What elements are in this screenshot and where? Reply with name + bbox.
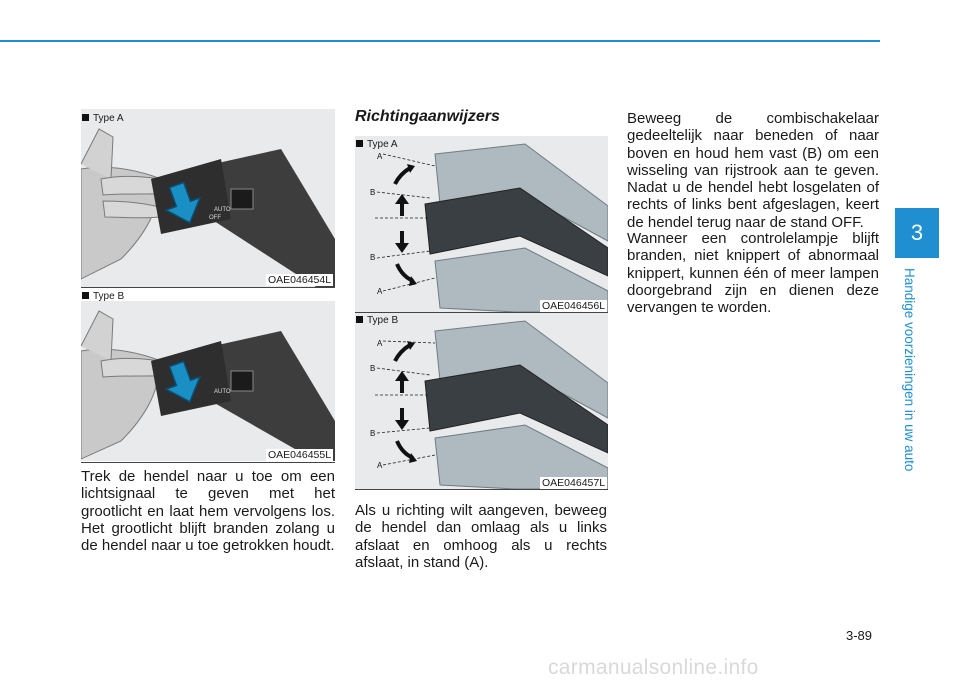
auto-text: AUTO [214, 389, 231, 395]
chapter-number: 3 [910, 220, 924, 245]
label-b-lower: B [370, 429, 376, 438]
figure-divider [355, 312, 608, 313]
page-number: 3-89 [846, 628, 873, 643]
label-a-top: A [377, 339, 383, 348]
figure-divider [81, 462, 335, 463]
arrow-down-curved-icon [409, 276, 417, 286]
square-bullet-icon [82, 292, 89, 299]
label-b-upper: B [370, 364, 376, 373]
figure-d-code: OAE046457L [542, 477, 606, 489]
arrow-down-curved-icon [409, 453, 417, 463]
arrow-up-curved-icon [407, 341, 415, 350]
figure-c-code: OAE046456L [542, 300, 606, 312]
arrow-up-curved-icon [407, 164, 415, 173]
figure-divider [81, 287, 335, 288]
figure-b-code: OAE046455L [268, 449, 332, 461]
square-bullet-icon [82, 114, 89, 121]
turn-signal-figure-b [355, 313, 608, 489]
figure-d-type-label: Type B [356, 315, 398, 326]
chapter-title: Handige voorzieningen in uw auto [902, 268, 917, 472]
auto-text: AUTO [214, 207, 231, 213]
off-text: OFF [209, 215, 221, 221]
watermark: carmanualsonline.info [548, 656, 759, 679]
header-rule [0, 40, 880, 42]
turn-signal-figure-a [355, 136, 608, 312]
chapter-tab [895, 208, 939, 258]
figure-c-type-label: Type A [356, 139, 398, 150]
flash-instructions: Trek de hendel naar u toe om een lichtsignaal te geven met het grootlicht en laat hem vervolgens los. Het grootlicht blijft branden zolang u de hendel naar u toe getrokken houdt. [81, 468, 335, 555]
label-a-bottom: A [377, 461, 383, 470]
figure-a-type-label: Type A [82, 113, 124, 124]
label-b-upper: B [370, 188, 376, 197]
square-bullet-icon [356, 140, 363, 147]
label-b-lower: B [370, 253, 376, 262]
indicator-warning: Wanneer een controlelampje blijft branden, niet knippert of abnormaal knippert, kunnen één of meer lampen doorgebrand zijn en dienen deze vervangen te worden. [627, 230, 879, 317]
figure-a-code: OAE046454L [268, 274, 332, 286]
label-a-bottom: A [377, 287, 383, 296]
arrow-up-icon [395, 194, 409, 216]
headlight-flash-figure-b [81, 301, 335, 461]
figure-divider [355, 489, 608, 490]
section-heading: Richtingaanwijzers [355, 108, 500, 125]
headlight-flash-figure-a [81, 109, 335, 287]
label-a-top: A [377, 152, 383, 161]
arrow-up-icon [395, 371, 409, 393]
lane-change-instructions: Beweeg de combischakelaar gedeeltelijk naar beneden of naar boven en houd hem vast (B) om een wisseling van rijstrook aan te geven. Nadat u de hendel hebt losgelaten of rechts of links bent afgeslagen, keert de hendel terug naar de stand OFF. [627, 110, 879, 231]
square-bullet-icon [356, 316, 363, 323]
turn-signal-instructions: Als u richting wilt aangeven, beweeg de hendel dan omlaag als u links afslaat en omhoog als u rechts afslaat, in stand (A). [355, 502, 607, 571]
arrow-down-icon [395, 231, 409, 253]
figure-b-type-label: Type B [82, 291, 124, 302]
arrow-down-icon [395, 408, 409, 430]
